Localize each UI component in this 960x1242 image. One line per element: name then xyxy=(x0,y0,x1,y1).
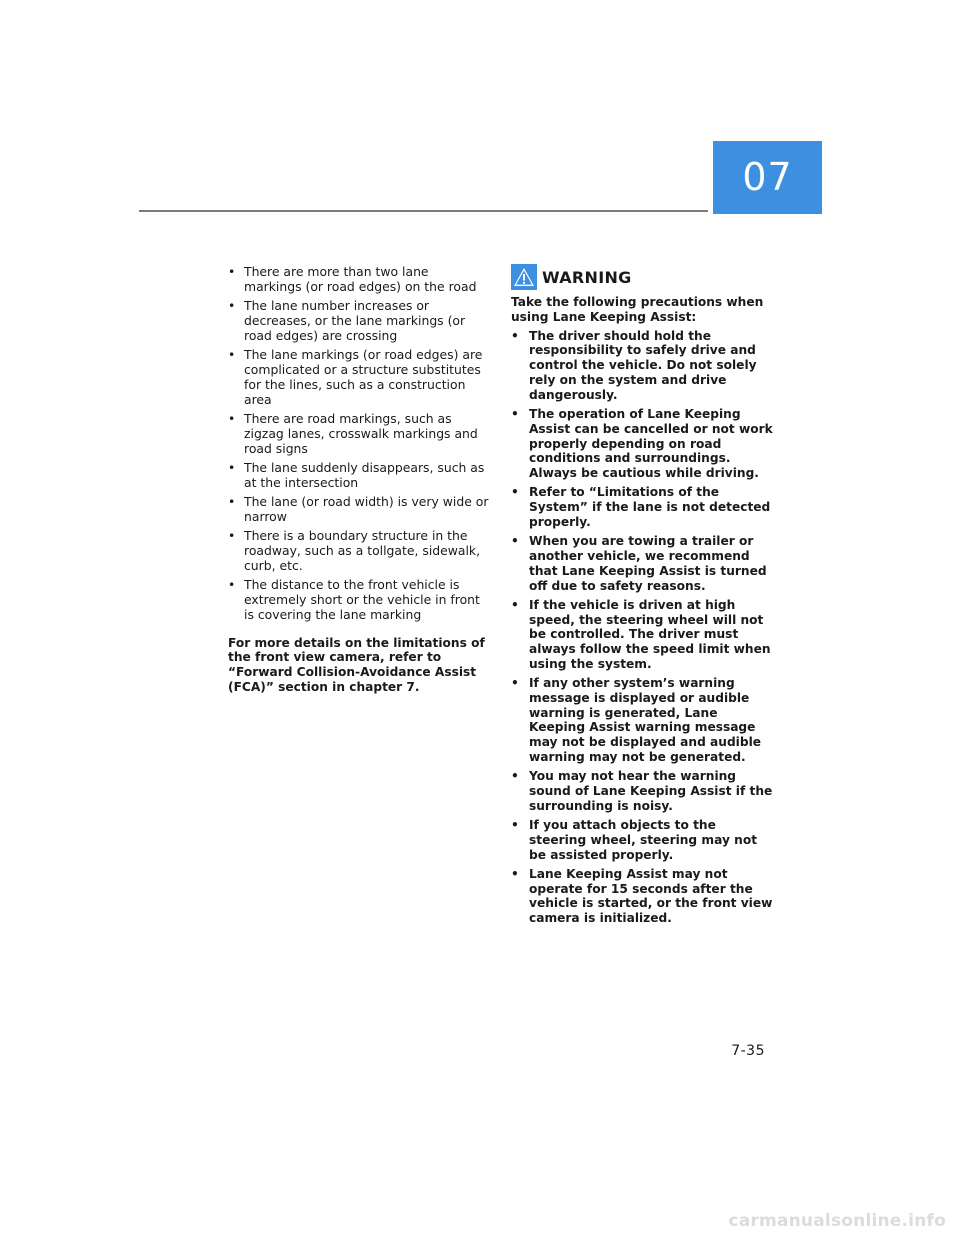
list-item: • Refer to “Limitations of the System” if the lane is not detected properly. xyxy=(511,485,771,529)
header-divider xyxy=(139,210,708,212)
left-column xyxy=(228,265,490,695)
list-item: • The lane (or road width) is very wide or narrow xyxy=(228,494,489,524)
chapter-tab: 07 xyxy=(713,141,822,214)
list-item: • The lane suddenly disappears, such as at the intersection xyxy=(228,459,485,490)
list-item: • If any other system’s warning message is displayed or audible warning is generated, Lane Keeping Assist warning message may not be displayed and audible warning may not be generated. xyxy=(511,676,762,765)
bullet-icon: • xyxy=(228,459,236,475)
list-item: • There are road markings, such as zigzag lanes, crosswalk markings and road signs xyxy=(228,410,478,456)
camera-limitations-note: For more details on the limitations of the front view camera, refer to “Forward Collision-Avoidance Assist (FCA)” section in chapter 7. xyxy=(228,635,485,695)
list-item: • The distance to the front vehicle is extremely short or the vehicle in front is covering the lane marking xyxy=(228,577,480,622)
list-item: • Lane Keeping Assist may not operate for 15 seconds after the vehicle is started, or the front view camera is initialized. xyxy=(511,866,773,926)
list-item: • When you are towing a trailer or another vehicle, we recommend that Lane Keeping Assist is turned off due to safety reasons. xyxy=(511,534,767,593)
warning-header xyxy=(511,262,773,292)
list-item: • The lane markings (or road edges) are complicated or a structure substitutes for the lines, such as a construction area xyxy=(228,347,483,407)
bullet-icon: • xyxy=(228,298,236,314)
warning-box xyxy=(511,262,773,930)
list-item: • There is a boundary structure in the roadway, such as a tollgate, sidewalk, curb, etc. xyxy=(228,528,481,573)
bullet-icon: • xyxy=(228,347,236,363)
warning-triangle-icon xyxy=(511,264,537,290)
bullet-icon: • xyxy=(511,485,519,500)
bullet-icon: • xyxy=(228,264,236,279)
bullet-icon: • xyxy=(511,818,519,833)
bullet-icon: • xyxy=(228,577,236,593)
page-number: 7-35 xyxy=(731,1043,765,1059)
bullet-icon: • xyxy=(511,534,519,549)
bullet-icon: • xyxy=(511,597,519,612)
warning-list xyxy=(511,329,773,926)
list-item: • The driver should hold the responsibility to safely drive and control the vehicle. Do not solely rely on the system and drive dangerously. xyxy=(511,328,757,402)
watermark: carmanualsonline.info xyxy=(728,1211,946,1231)
bullet-icon: • xyxy=(228,528,236,544)
bullet-icon: • xyxy=(511,406,519,421)
list-item: • If the vehicle is driven at high speed, the steering wheel will not be controlled. The driver must always follow the speed limit when using the system. xyxy=(511,597,771,671)
warning-title: WARNING xyxy=(542,267,632,287)
list-item: • You may not hear the warning sound of Lane Keeping Assist if the surrounding is noisy. xyxy=(511,769,773,813)
warning-intro: Take the following precautions when using Lane Keeping Assist: xyxy=(511,295,764,324)
list-item: • If you attach objects to the steering wheel, steering may not be assisted properly. xyxy=(511,818,758,862)
list-item: • There are more than two lane markings (or road edges) on the road xyxy=(228,264,477,294)
list-item: • The lane number increases or decreases, or the lane markings (or road edges) are crossing xyxy=(228,298,466,343)
limitations-list xyxy=(228,265,490,623)
bullet-icon: • xyxy=(511,676,519,691)
bullet-icon: • xyxy=(511,328,519,343)
bullet-icon: • xyxy=(511,866,519,881)
bullet-icon: • xyxy=(511,769,519,784)
list-item: • The operation of Lane Keeping Assist can be cancelled or not work properly depending on road conditions and surroundings. Always be cautious while driving. xyxy=(511,406,773,481)
bullet-icon: • xyxy=(228,410,236,426)
bullet-icon: • xyxy=(228,494,236,510)
